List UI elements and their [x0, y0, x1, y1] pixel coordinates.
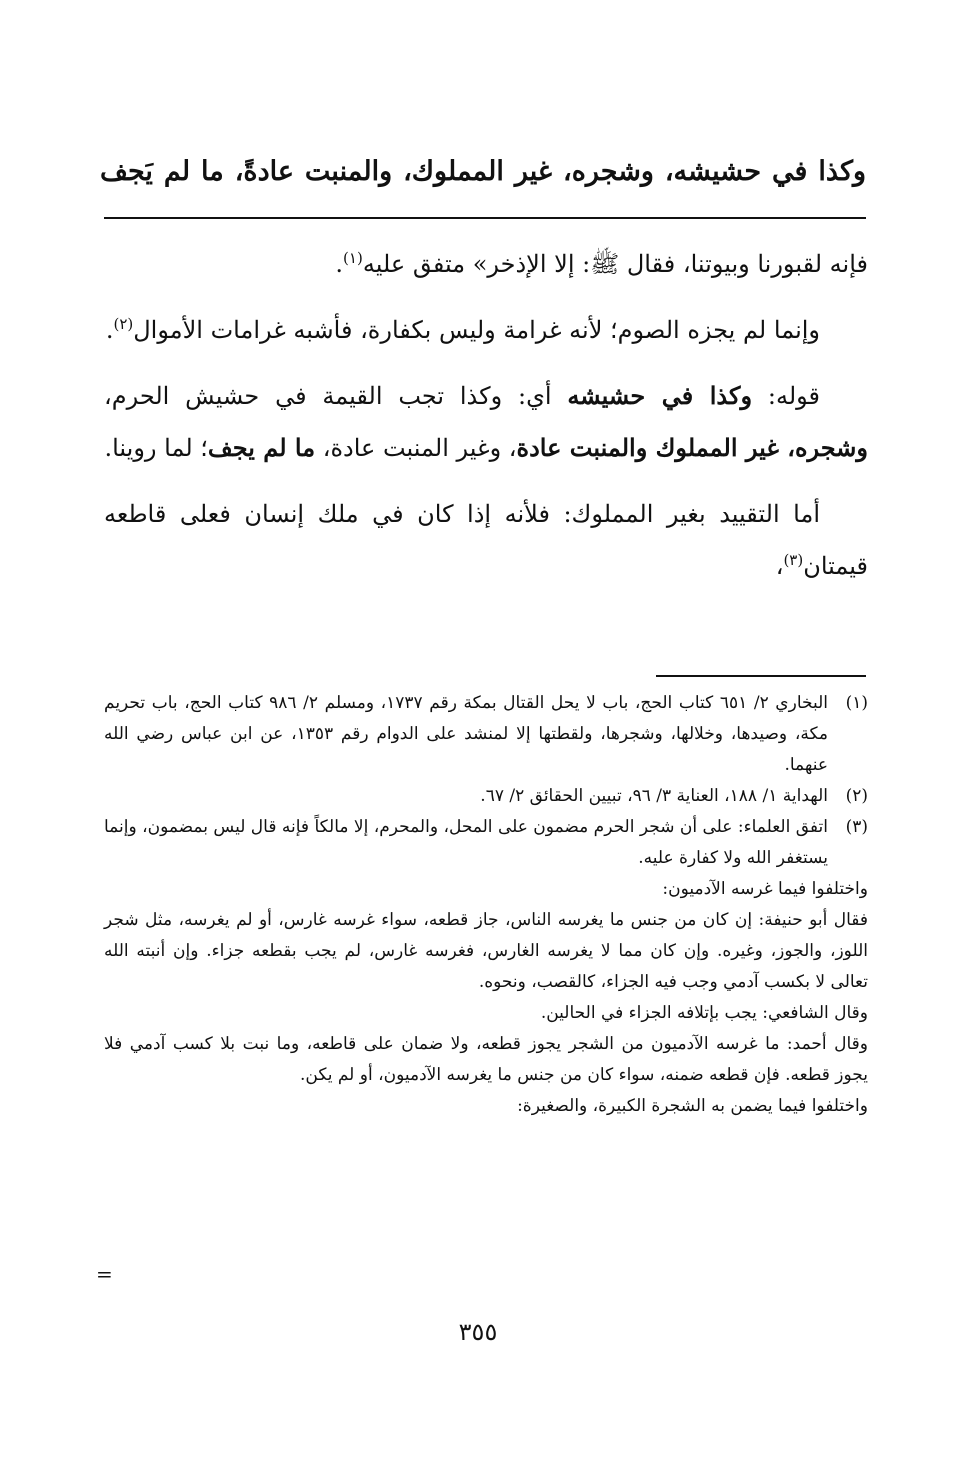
- footnote-2-number: (٢): [845, 786, 868, 806]
- footnote-3: [104, 812, 868, 874]
- footnote-ref-1: (١): [343, 249, 363, 267]
- paragraph-3: [104, 370, 868, 474]
- footnote-divider: [656, 675, 866, 677]
- p3-bold-2: وشجره، غير المملوك والمنبت عادة: [516, 433, 868, 462]
- footnote-2-text: الهداية ١/ ١٨٨، العناية ٣/ ٩٦، تبيين الحقائق ٢/ ٦٧.: [480, 786, 828, 806]
- footnote-ref-2: (٢): [113, 315, 134, 333]
- footnote-3-line-2: واختلفوا فيما غرسه الآدميون:: [662, 879, 868, 899]
- footnotes: [104, 688, 868, 1122]
- footnote-3-line-6: واختلفوا فيما يضمن به الشجرة الكبيرة، والصغيرة:: [517, 1096, 868, 1116]
- footnote-3-line-1: اتفق العلماء: على أن شجر الحرم مضمون على المحل، والمحرم، إلا مالكاً فإنه قال ليس بمضمون، وإنما يستغفر الله ولا كفارة عليه.: [104, 817, 828, 868]
- paragraph-4-text: أما التقييد بغير المملوك: فلأنه إذا كان في ملك إنسان فعلى قاطعه قيمتان: [104, 500, 868, 580]
- paragraph-1: [104, 238, 868, 290]
- p3-part-a: قوله:: [752, 382, 821, 410]
- main-text: [104, 238, 868, 606]
- p3-part-c: أي: وكذا تجب القيمة في حشيش الحرم،: [104, 382, 568, 410]
- footnote-3-number: (٣): [845, 817, 868, 837]
- paragraph-4-end: ،: [775, 552, 784, 580]
- header-divider: [104, 217, 866, 219]
- paragraph-2-text: وإنما لم يجزه الصوم؛ لأنه غرامة وليس بكفارة، فأشبه غرامات الأموال: [133, 316, 820, 344]
- page-number: ٣٥٥: [458, 1318, 498, 1346]
- paragraph-1-end: .: [335, 250, 344, 278]
- p3-bold-3: ما لم يجف: [207, 433, 316, 462]
- footnote-1-number: (١): [845, 693, 868, 713]
- footnote-ref-3: (٣): [783, 551, 804, 569]
- p3-part-g: ؛ لما روينا.: [104, 434, 208, 462]
- paragraph-2-end: .: [105, 316, 114, 344]
- footnote-3-line-5: وقال أحمد: ما غرسه الآدميون من الشجر يجوز قطعه، ولا ضمان على قاطعه، وما نبت بلا كسب آدمي فلا يجوز قطعه. فإن قطعه ضمنه، سواء كان من جنس ما يغرسه الآدميون، أو لم يكن.: [104, 1034, 868, 1085]
- footnote-2: [104, 781, 868, 812]
- footnote-1-text: البخاري ٢/ ٦٥١ كتاب الحج، باب لا يحل القتال بمكة رقم ١٧٣٧، ومسلم ٢/ ٩٨٦ كتاب الحج، باب تحريم مكة، وصيدها، وخلالها، وشجرها، ولقطتها إلا لمنشد على الدوام رقم ١٣٥٣، عن ابن عباس رضي الله عنهما.: [104, 693, 829, 775]
- footnote-3-line-3: فقال أبو حنيفة: إن كان من جنس ما يغرسه الناس، جاز قطعه، سواء غرسه غارس، أو لم يغرسه، مثل شجر اللوز، والجوز، وغيره. وإن كان مما لا يغرسه الغارس، فغرسه غارس، لم يجب بقطعه جزاء. وإن أنبته الله تعالى لا بكسب آدمي وجب فيه الجزاء، كالقصب، ونحوه.: [104, 910, 868, 992]
- paragraph-4: [104, 488, 868, 592]
- footnote-3-body: [104, 812, 828, 874]
- paragraph-2: [104, 304, 868, 356]
- p3-bold-1: وكذا في حشيشه: [567, 381, 753, 410]
- page-header-title: وكذا في حشيشه، وشجره، غير المملوك، والمنبت عادةً، ما لم يَجف: [100, 156, 866, 187]
- paragraph-1-text: فإنه لقبورنا وبيوتنا، فقال ﷺ: إلا الإذخر» متفق عليه: [362, 250, 868, 278]
- footnote-1: [104, 688, 868, 781]
- continuation-mark: =: [96, 1262, 113, 1286]
- footnote-3-line-4: وقال الشافعي: يجب بإتلافه الجزاء في الحالين.: [540, 1003, 868, 1023]
- p3-part-e: ، وغير المنبت عادة،: [315, 434, 517, 462]
